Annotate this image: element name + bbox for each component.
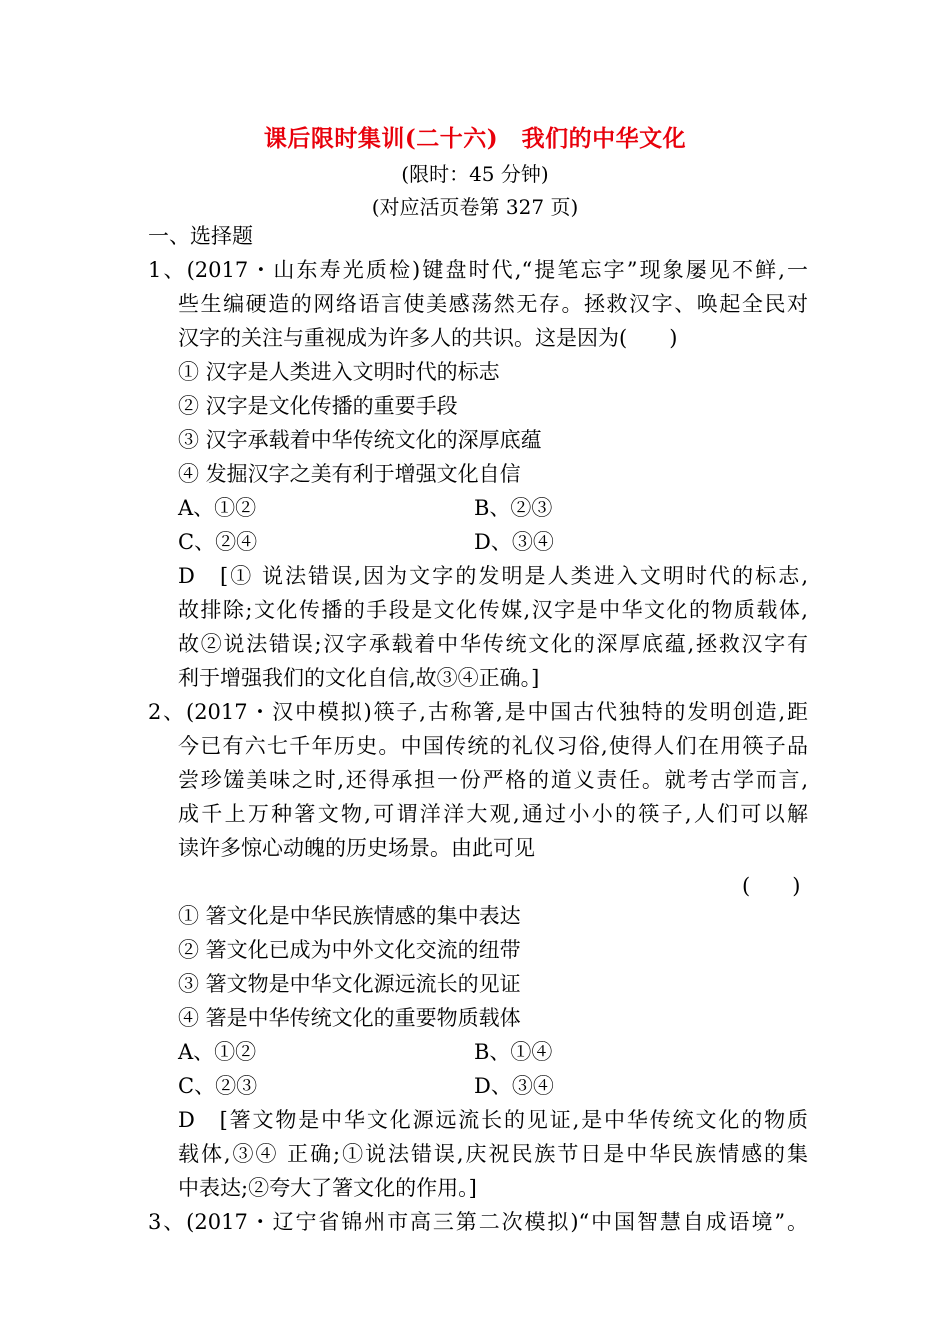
time-limit: (限时：45 分钟) xyxy=(401,162,549,186)
answer-line: 中表达;②夸大了箸文化的作用。] xyxy=(178,1176,477,1200)
answer-line: 利于增强我们的文化自信,故③④正确。] xyxy=(178,666,540,690)
option-a: A、①② xyxy=(178,1040,257,1064)
statement-1: ① 箸文化是中华民族情感的集中表达 xyxy=(178,904,521,928)
question-text-line: 3、(2017・辽宁省锦州市高三第二次模拟)“中国智慧自成语境”。 xyxy=(148,1210,808,1234)
statement-4: ④ 发掘汉字之美有利于增强文化自信 xyxy=(178,462,521,486)
question-text-line: 今已有六七千年历史。中国传统的礼仪习俗,使得人们在用筷子品 xyxy=(178,734,808,758)
option-c: C、②④ xyxy=(178,530,258,554)
statement-2: ② 汉字是文化传播的重要手段 xyxy=(178,394,458,418)
question-text-line: 读许多惊心动魄的历史场景。由此可见 xyxy=(178,836,535,860)
answer-line: D [① 说法错误,因为文字的发明是人类进入文明时代的标志, xyxy=(178,564,808,588)
option-b: B、②③ xyxy=(474,496,553,520)
statement-3: ③ 箸文物是中华文化源远流长的见证 xyxy=(178,972,521,996)
statement-2: ② 箸文化已成为中外文化交流的纽带 xyxy=(178,938,521,962)
page-title: 课后限时集训(二十六) 我们的中华文化 xyxy=(263,125,687,152)
answer-line: 故排除;文化传播的手段是文化传媒,汉字是中华文化的物质载体, xyxy=(178,598,808,622)
statement-1: ① 汉字是人类进入文明时代的标志 xyxy=(178,360,500,384)
question-text-line: 些生编硬造的网络语言使美感荡然无存。拯救汉字、唤起全民对 xyxy=(178,292,808,316)
option-d: D、③④ xyxy=(474,1074,554,1098)
question-text-line: 尝珍馐美味之时,还得承担一份严格的道义责任。就考古学而言, xyxy=(178,768,808,792)
option-c: C、②③ xyxy=(178,1074,258,1098)
page-reference: (对应活页卷第 327 页) xyxy=(371,195,579,219)
statement-4: ④ 箸是中华传统文化的重要物质载体 xyxy=(178,1006,521,1030)
answer-line: D [箸文物是中华文化源远流长的见证,是中华传统文化的物质 xyxy=(178,1108,808,1132)
section-heading: 一、选择题 xyxy=(148,224,253,248)
question-text-line: 2、(2017・汉中模拟)筷子,古称箸,是中国古代独特的发明创造,距 xyxy=(148,700,808,724)
option-a: A、①② xyxy=(178,496,257,520)
option-b: B、①④ xyxy=(474,1040,553,1064)
question-text-line: 汉字的关注与重视成为许多人的共识。这是因为( ) xyxy=(178,326,678,350)
statement-3: ③ 汉字承载着中华传统文化的深厚底蕴 xyxy=(178,428,542,452)
question-text-line: 成千上万种箸文物,可谓洋洋大观,通过小小的筷子,人们可以解 xyxy=(178,802,808,826)
answer-blank: ( ) xyxy=(742,874,801,898)
answer-line: 载体,③④ 正确;①说法错误,庆祝民族节日是中华民族情感的集 xyxy=(178,1142,808,1166)
answer-line: 故②说法错误;汉字承载着中华传统文化的深厚底蕴,拯救汉字有 xyxy=(178,632,808,656)
option-d: D、③④ xyxy=(474,530,554,554)
question-text-line: 1、(2017・山东寿光质检)键盘时代,“提笔忘字”现象屡见不鲜,一 xyxy=(148,258,808,282)
